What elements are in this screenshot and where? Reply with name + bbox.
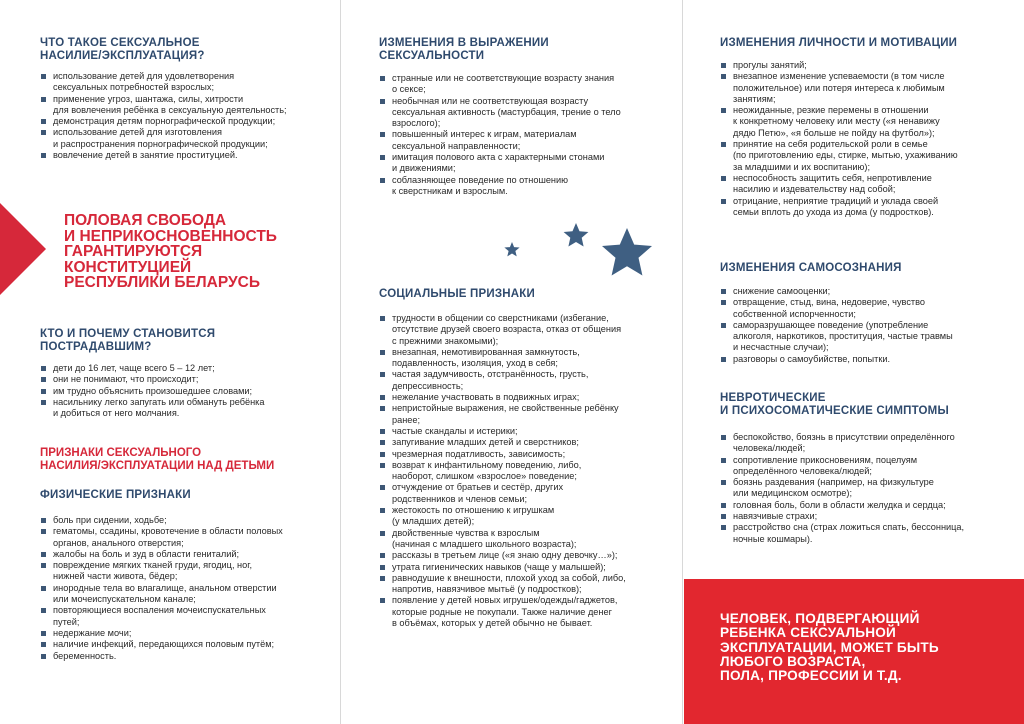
personality-list [720,60,1018,218]
star-small-icon [504,242,519,256]
list-item: двойственные чувства к взрослым (начиная с младшего школьного возраста); [379,528,679,551]
list-item: им трудно объяснить произошедшее словами; [40,386,335,397]
list-item: снижение самооценки; [720,286,1018,297]
list-item: возврат к инфантильному поведению, либо, наоборот, слишком «взрослое» поведение; [379,460,679,483]
list-item: боязнь раздевания (например, на физкультуре или медицинском осмотре); [720,477,1018,500]
list-item: сопротивление прикосновениям, поцелуям определённого человека/людей; [720,455,1018,478]
sexual-expression-list [379,73,674,197]
list-item: нежелание участвовать в подвижных играх; [379,392,679,403]
list-item: навязчивые страхи; [720,511,1018,522]
list-item: вовлечение детей в занятие проституцией. [40,150,335,161]
list-item: саморазрушающее поведение (употребление алкоголя, наркотиков, проституция, частые травмы и несчастные случаи); [720,320,1018,354]
list-item: частые скандалы и истерики; [379,426,679,437]
list-item: неспособность защитить себя, непротивление насилию и издевательству над собой; [720,173,1018,196]
list-item: инородные тела во влагалище, анальном отверстии или мочеиспускательном канале; [40,583,335,606]
physical-heading: ФИЗИЧЕСКИЕ ПРИЗНАКИ [40,489,191,501]
list-item: частая задумчивость, отстранённость, грусть, депрессивность; [379,369,679,392]
self-awareness-list [720,286,1018,365]
list-item: принятие на себя родительской роли в семье (по приготовлению еды, стирке, мытью, ухаживанию за младшими и их воспитанию); [720,139,1018,173]
red-callout-text: ЧЕЛОВЕК, ПОДВЕРГАЮЩИЙ РЕБЕНКА СЕКСУАЛЬНОЙ ЭКСПЛУАТАЦИИ, МОЖЕТ БЫТЬ ЛЮБОГО ВОЗРАСТА, ПОЛА, ПРОФЕССИИ И Т.Д. [720,611,939,684]
list-item: неожиданные, резкие перемены в отношении к конкретному человеку или месту («я ненавижу дядю Петю», «я больше не пойду на футбол»); [720,105,1018,139]
list-item: использование детей для удовлетворения сексуальных потребностей взрослых; [40,71,335,94]
list-item: насильнику легко запугать или обмануть ребёнка и добиться от него молчания. [40,397,335,420]
star-large-icon [602,228,652,276]
who-heading: КТО И ПОЧЕМУ СТАНОВИТСЯ ПОСТРАДАВШИМ? [40,328,216,353]
self-awareness-heading: ИЗМЕНЕНИЯ САМОСОЗНАНИЯ [720,262,902,274]
arrow-marker [0,203,46,295]
list-item: беспокойство, боязнь в присутствии определённого человека/людей; [720,432,1018,455]
social-list [379,313,679,629]
who-list [40,363,335,419]
list-item: повторяющиеся воспаления мочеиспускательных путей; [40,605,335,628]
star-medium-icon [564,223,589,247]
neurotic-heading: НЕВРОТИЧЕСКИЕ И ПСИХОСОМАТИЧЕСКИЕ СИМПТОМЫ [720,392,949,417]
list-item: расстройство сна (страх ложиться спать, бессонница, ночные кошмары). [720,522,1018,545]
list-item: наличие инфекций, передающихся половым путём; [40,639,335,650]
panel-middle [342,0,683,724]
list-item: запугивание младших детей и сверстников; [379,437,679,448]
list-item: недержание мочи; [40,628,335,639]
list-item: отчуждение от братьев и сестёр, других родственников и членов семьи; [379,482,679,505]
list-item: разговоры о самоубийстве, попытки. [720,354,1018,365]
list-item: использование детей для изготовления и распространения порнографической продукции; [40,127,335,150]
signs-heading: ПРИЗНАКИ СЕКСУАЛЬНОГО НАСИЛИЯ/ЭКСПЛУАТАЦИИ НАД ДЕТЬМИ [40,447,275,472]
list-item: рассказы в третьем лице («я знаю одну девочку…»); [379,550,679,561]
red-callout-box [684,579,1024,724]
list-item: демонстрация детям порнографической продукции; [40,116,335,127]
list-item: необычная или не соответствующая возрасту сексуальная активность (мастурбация, трение о тело взрослого); [379,96,674,130]
list-item: соблазняющее поведение по отношению к сверстникам и взрослым. [379,175,674,198]
neurotic-list [720,432,1018,545]
list-item: применение угроз, шантажа, силы, хитрости для вовлечения ребёнка в сексуальную деятельность; [40,94,335,117]
list-item: внезапная, немотивированная замкнутость, подавленность, изоляция, уход в себя; [379,347,679,370]
what-is-heading: ЧТО ТАКОЕ СЕКСУАЛЬНОЕ НАСИЛИЕ/ЭКСПЛУАТАЦИЯ? [40,37,205,62]
list-item: гематомы, ссадины, кровотечение в области половых органов, анального отверстия; [40,526,335,549]
list-item: жалобы на боль и зуд в области гениталий; [40,549,335,560]
list-item: трудности в общении со сверстниками (избегание, отсутствие друзей своего возраста, отказ от общения с прежними знакомыми); [379,313,679,347]
list-item: дети до 16 лет, чаще всего 5 – 12 лет; [40,363,335,374]
list-item: чрезмерная податливость, зависимость; [379,449,679,460]
list-item: странные или не соответствующие возрасту знания о сексе; [379,73,674,96]
list-item: имитация полового акта с характерными стонами и движениями; [379,152,674,175]
list-item: внезапное изменение успеваемости (в том числе положительное) или потеря интереса к любимым занятиям; [720,71,1018,105]
personality-heading: ИЗМЕНЕНИЯ ЛИЧНОСТИ И МОТИВАЦИИ [720,37,958,49]
list-item: жестокость по отношению к игрушкам (у младших детей); [379,505,679,528]
list-item: повреждение мягких тканей груди, ягодиц, ног, нижней части живота, бёдер; [40,560,335,583]
list-item: головная боль, боли в области желудка и сердца; [720,500,1018,511]
list-item: непристойные выражения, не свойственные ребёнку ранее; [379,403,679,426]
social-heading: СОЦИАЛЬНЫЕ ПРИЗНАКИ [379,288,535,300]
list-item: утрата гигиенических навыков (чаще у малышей); [379,562,679,573]
panel-left [0,0,341,724]
list-item: прогулы занятий; [720,60,1018,71]
physical-list [40,515,335,662]
list-item: равнодушие к внешности, плохой уход за собой, либо, напротив, навязчивое мытьё (у подростков); [379,573,679,596]
sexual-expression-heading: ИЗМЕНЕНИЯ В ВЫРАЖЕНИИ СЕКСУАЛЬНОСТИ [379,37,549,62]
list-item: беременность. [40,651,335,662]
list-item: повышенный интерес к играм, материалам сексуальной направленности; [379,129,674,152]
what-is-list [40,71,335,161]
list-item: отрицание, неприятие традиций и уклада своей семьи вплоть до ухода из дома (у подростков). [720,196,1018,219]
constitution-statement: ПОЛОВАЯ СВОБОДА И НЕПРИКОСНОВЕННОСТЬ ГАРАНТИРУЮТСЯ КОНСТИТУЦИЕЙ РЕСПУБЛИКИ БЕЛАРУСЬ [64,212,277,291]
list-item: отвращение, стыд, вина, недоверие, чувство собственной испорченности; [720,297,1018,320]
list-item: боль при сидении, ходьбе; [40,515,335,526]
list-item: они не понимают, что происходит; [40,374,335,385]
list-item: появление у детей новых игрушек/одежды/гаджетов, которые родные не покупали. Также наличие денег в объёмах, которых у детей обычно не бывает. [379,595,679,629]
